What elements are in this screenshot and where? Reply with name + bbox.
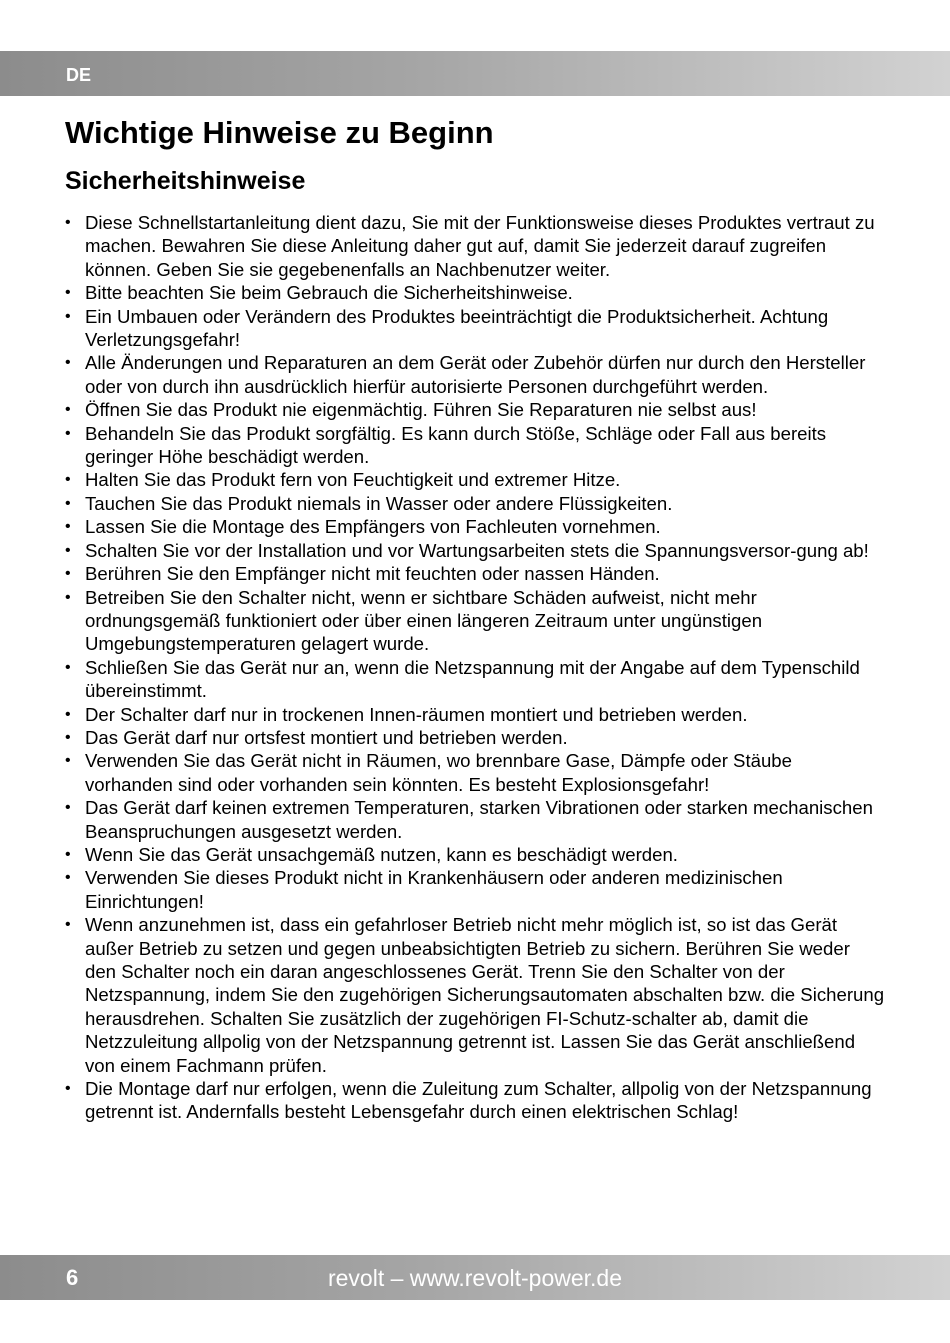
bullet-icon: • <box>65 307 71 325</box>
list-item <box>65 468 885 491</box>
bullet-icon: • <box>65 471 71 489</box>
list-item-text: Diese Schnellstartanleitung dient dazu, Sie mit der Funktionsweise dieses Produktes vertraut zu machen. Bewahren Sie diese Anleitung daher gut auf, damit Sie jederzeit darauf zugreifen können. Geben Sie sie gegebenenfalls an Nachbenutzer weiter. <box>85 212 875 280</box>
list-item <box>65 749 885 796</box>
list-item-text: Schließen Sie das Gerät nur an, wenn die Netzspannung mit der Angabe auf dem Typenschild übereinstimmt. <box>85 656 860 702</box>
bullet-icon: • <box>65 565 71 583</box>
bullet-icon: • <box>65 845 71 863</box>
list-item <box>65 515 885 538</box>
bullet-icon: • <box>65 518 71 536</box>
bullet-icon: • <box>65 658 71 676</box>
list-item <box>65 351 885 398</box>
bullet-icon: • <box>65 284 71 302</box>
list-item <box>65 866 885 913</box>
list-item <box>65 726 885 749</box>
bullet-icon: • <box>65 424 71 442</box>
bullet-icon: • <box>65 401 71 419</box>
list-item-text: Schalten Sie vor der Installation und vor Wartungsarbeiten stets die Spannungsversor-gung ab! <box>85 539 869 561</box>
bullet-icon: • <box>65 1080 71 1098</box>
footer-website-text: revolt – www.revolt-power.de <box>327 1265 622 1291</box>
bullet-icon: • <box>65 916 71 934</box>
bullet-icon: • <box>65 541 71 559</box>
bullet-icon: • <box>65 588 71 606</box>
list-item-text: Verwenden Sie das Gerät nicht in Räumen, wo brennbare Gase, Dämpfe oder Stäube vorhanden sind oder vorhanden sein könnten. Es besteht Explosionsgefahr! <box>85 750 792 795</box>
bullet-icon: • <box>65 705 71 723</box>
safety-instructions-list <box>65 211 885 1124</box>
list-item-text: Bitte beachten Sie beim Gebrauch die Sicherheitshinweise. <box>85 282 573 304</box>
list-item-text: Alle Änderungen und Reparaturen an dem Gerät oder Zubehör dürfen nur durch den Hersteller oder von durch ihn ausdrücklich hierfür autorisierte Personen durchgeführt werden. <box>85 352 866 397</box>
list-item-text: Behandeln Sie das Produkt sorgfältig. Es kann durch Stöße, Schläge oder Fall aus bereits geringer Höhe beschädigt werden. <box>85 422 827 468</box>
list-item <box>65 1077 885 1124</box>
list-item-text: Tauchen Sie das Produkt niemals in Wasser oder andere Flüssigkeiten. <box>85 492 673 514</box>
bullet-icon: • <box>65 354 71 372</box>
bullet-icon: • <box>65 752 71 770</box>
list-item <box>65 796 885 843</box>
list-item <box>65 703 885 726</box>
list-item-text: Berühren Sie den Empfänger nicht mit feuchten oder nassen Händen. <box>85 563 660 585</box>
list-item-text: Das Gerät darf nur ortsfest montiert und betrieben werden. <box>85 726 568 748</box>
list-item-text: Der Schalter darf nur in trockenen Innen-räumen montiert und betrieben werden. <box>85 703 748 725</box>
bullet-icon: • <box>65 494 71 512</box>
header-bar <box>0 51 950 96</box>
list-item-text: Wenn anzunehmen ist, dass ein gefahrloser Betrieb nicht mehr möglich ist, so ist das Gerät außer Betrieb zu setzen und gegen unbeabsichtigten Betrieb zu sichern. Berühren Sie weder den Schalter noch ein daran angeschlossenes Gerät. Trenn Sie den Schalter von der Netzspannung, indem Sie den zugehörigen Sicherungsautomaten abschalten bzw. die Sicherung herausdrehen. Schalten Sie zusätzlich der zugehörigen FI-Schutz-schalter ab, damit die Netzzuleitung allpolig von der Netzspannung getrennt ist. Lassen Sie das Gerät anschließend von einem Fachmann prüfen. <box>85 914 885 1076</box>
list-item-text: Halten Sie das Produkt fern von Feuchtigkeit und extremer Hitze. <box>85 469 621 491</box>
list-item <box>65 843 885 866</box>
bullet-icon: • <box>65 799 71 817</box>
list-item <box>65 562 885 585</box>
footer-bar <box>0 1255 950 1300</box>
language-label: DE <box>66 65 92 85</box>
list-item <box>65 492 885 515</box>
page-number: 6 <box>66 1265 79 1290</box>
section-title: Sicherheitshinweise <box>65 167 306 195</box>
list-item-text: Die Montage darf nur erfolgen, wenn die Zuleitung zum Schalter, allpolig von der Netzspannung getrennt ist. Andernfalls besteht Lebensgefahr durch einen elektrischen Schlag! <box>85 1078 872 1123</box>
list-item <box>65 422 885 469</box>
bullet-icon: • <box>65 728 71 746</box>
list-item <box>65 305 885 352</box>
list-item <box>65 281 885 304</box>
bullet-icon: • <box>65 869 71 887</box>
list-item-text: Betreiben Sie den Schalter nicht, wenn er sichtbare Schäden aufweist, nicht mehr ordnungsgemäß funktioniert oder über einen längeren Zeitraum unter ungünstigen Umgebungstemperaturen gelagert wurde. <box>85 586 763 655</box>
list-item-text: Das Gerät darf keinen extremen Temperaturen, starken Vibrationen oder starken mechanischen Beanspruchungen ausgesetzt werden. <box>85 797 873 842</box>
list-item-text: Ein Umbauen oder Verändern des Produktes beeinträchtigt die Produktsicherheit. Achtung Verletzungsgefahr! <box>85 305 829 351</box>
list-item <box>65 586 885 656</box>
list-item <box>65 211 885 281</box>
list-item <box>65 913 885 1077</box>
list-item-text: Lassen Sie die Montage des Empfängers von Fachleuten vornehmen. <box>85 516 661 538</box>
page-title: Wichtige Hinweise zu Beginn <box>65 115 494 150</box>
list-item <box>65 539 885 562</box>
list-item <box>65 656 885 703</box>
list-item-text: Wenn Sie das Gerät unsachgemäß nutzen, kann es beschädigt werden. <box>85 843 678 865</box>
list-item <box>65 398 885 421</box>
list-item-text: Verwenden Sie dieses Produkt nicht in Krankenhäusern oder anderen medizinischen Einrichtungen! <box>85 867 783 912</box>
list-item-text: Öffnen Sie das Produkt nie eigenmächtig. Führen Sie Reparaturen nie selbst aus! <box>85 399 757 421</box>
bullet-icon: • <box>65 214 71 231</box>
